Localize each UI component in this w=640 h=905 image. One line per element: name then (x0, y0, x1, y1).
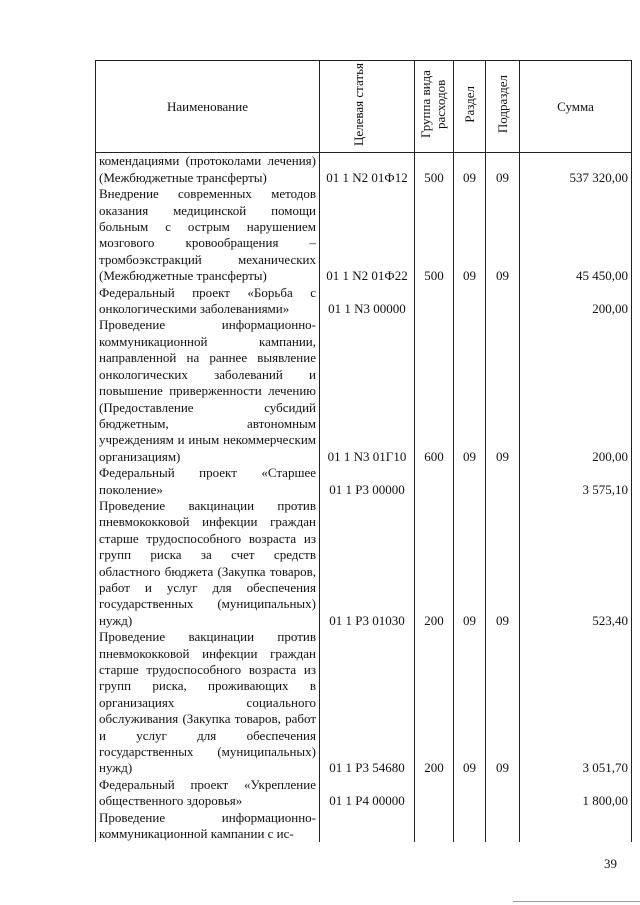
row-section-cell (454, 465, 486, 498)
row-target-code-cell: 01 1 N3 01Г10 (320, 317, 415, 465)
row-target-code-cell: 01 1 P3 01030 (320, 498, 415, 629)
row-group-cell (415, 810, 454, 843)
table-row (96, 465, 632, 498)
table-row (96, 498, 632, 629)
table-row (96, 317, 632, 465)
row-subsection-cell: 09 (486, 153, 520, 186)
row-section-cell: 09 (454, 153, 486, 186)
row-target-code-cell: 01 1 P3 00000 (320, 465, 415, 498)
row-group-cell (415, 285, 454, 318)
row-name-cell: Проведение вакцинации против пневмококковой инфекции граждан старше трудоспособного возраста из групп риска, проживающих в организациях социального обслуживания (Закупка товаров, работ и услуг для обеспечения государственных (муниципальных) нужд) (96, 629, 320, 777)
table-body (96, 153, 632, 843)
row-group-cell (415, 777, 454, 810)
header-name: Наименование (96, 61, 320, 153)
table-row (96, 777, 632, 810)
row-sum-cell: 200,00 (520, 285, 632, 318)
row-section-cell: 09 (454, 186, 486, 284)
header-group: Группа вида расходов (415, 61, 454, 153)
row-group-cell: 500 (415, 153, 454, 186)
row-sum-cell: 45 450,00 (520, 186, 632, 284)
row-subsection-cell: 09 (486, 498, 520, 629)
row-target-code-cell: 01 1 N2 01Ф12 (320, 153, 415, 186)
budget-table (95, 60, 632, 842)
row-section-cell (454, 777, 486, 810)
header-subsection: Подраздел (486, 61, 520, 153)
row-target-code-cell: 01 1 P4 00000 (320, 777, 415, 810)
header-target: Целевая статья (320, 61, 415, 153)
row-section-cell: 09 (454, 629, 486, 777)
row-target-code-cell: 01 1 N3 00000 (320, 285, 415, 318)
row-section-cell (454, 810, 486, 843)
row-subsection-cell (486, 777, 520, 810)
row-subsection-cell (486, 465, 520, 498)
row-sum-cell: 537 320,00 (520, 153, 632, 186)
table-row (96, 629, 632, 777)
row-subsection-cell (486, 285, 520, 318)
row-name-cell: Проведение вакцинации против пневмококковой инфекции граждан старше трудоспособного возраста из групп риска за счет средств областного бюджета (Закупка товаров, работ и услуг для обеспечения государственных (муниципальных) нужд) (96, 498, 320, 629)
table-row (96, 285, 632, 318)
row-sum-cell (520, 810, 632, 843)
table-header-row (96, 61, 632, 153)
row-sum-cell: 200,00 (520, 317, 632, 465)
page-number: 39 (604, 856, 617, 871)
scan-edge-line (513, 901, 640, 902)
row-name-cell: комендациями (протоколами лечения) (Межбюджетные трансферты) (96, 153, 320, 186)
row-section-cell (454, 285, 486, 318)
table-row (96, 153, 632, 186)
row-group-cell: 200 (415, 629, 454, 777)
row-name-cell: Федеральный проект «Старшее поколение» (96, 465, 320, 498)
row-section-cell: 09 (454, 317, 486, 465)
table-row (96, 810, 632, 843)
row-target-code-cell: 01 1 P3 54680 (320, 629, 415, 777)
table-row (96, 186, 632, 284)
row-target-code-cell: 01 1 N2 01Ф22 (320, 186, 415, 284)
row-subsection-cell: 09 (486, 629, 520, 777)
row-section-cell: 09 (454, 498, 486, 629)
row-group-cell: 500 (415, 186, 454, 284)
row-group-cell: 200 (415, 498, 454, 629)
row-name-cell: Федеральный проект «Укрепление общественного здоровья» (96, 777, 320, 810)
row-sum-cell: 1 800,00 (520, 777, 632, 810)
row-group-cell: 600 (415, 317, 454, 465)
header-sum: Сумма (520, 61, 632, 153)
row-target-code-cell (320, 810, 415, 843)
row-group-cell (415, 465, 454, 498)
row-subsection-cell (486, 810, 520, 843)
row-sum-cell: 3 051,70 (520, 629, 632, 777)
header-section: Раздел (454, 61, 486, 153)
row-sum-cell: 523,40 (520, 498, 632, 629)
row-name-cell: Внедрение современных методов оказания медицинской помощи больным с острым нарушением мозгового кровообращения – тромбоэкстракций механических (Межбюджетные трансферты) (96, 186, 320, 284)
row-name-cell: Федеральный проект «Борьба с онкологическими заболеваниями» (96, 285, 320, 318)
row-name-cell: Проведение информационно-коммуникационной кампании, направленной на раннее выявление онкологических заболеваний и повышение приверженности лечению (Предоставление субсидий бюджетным, автономным учреждениям и иным некоммерческим организациям) (96, 317, 320, 465)
row-subsection-cell: 09 (486, 317, 520, 465)
row-name-cell: Проведение информационно-коммуникационной кампании с ис- (96, 810, 320, 843)
row-subsection-cell: 09 (486, 186, 520, 284)
row-sum-cell: 3 575,10 (520, 465, 632, 498)
